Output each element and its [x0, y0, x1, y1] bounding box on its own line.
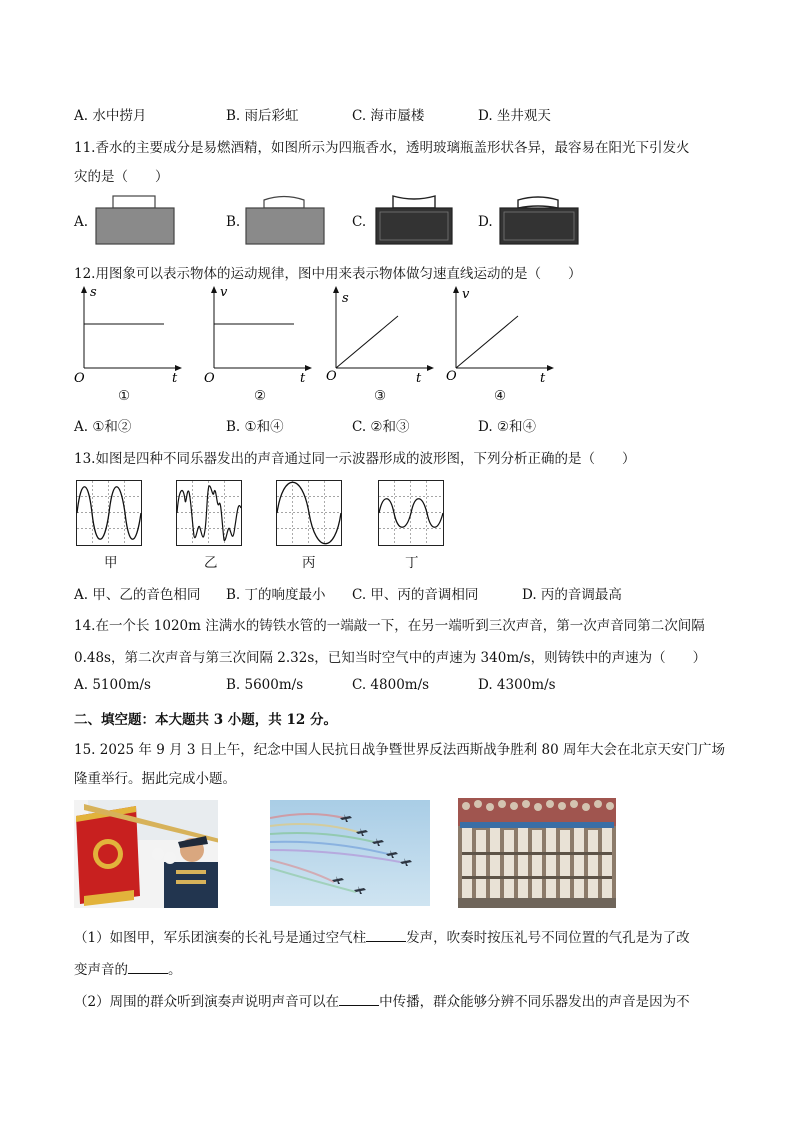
graph-2-origin: O — [204, 371, 215, 386]
q12-stem: 12.用图象可以表示物体的运动规律，图中用来表示物体做匀速直线运动的是（ ） — [74, 266, 582, 282]
q15-sub1-line1 — [74, 926, 690, 946]
q15-sub2-line1 — [74, 990, 690, 1010]
q12-option-a: A. ①和② — [74, 419, 132, 435]
graph-1-x-label: t — [172, 371, 178, 386]
graph-2-y-label: v — [220, 285, 228, 300]
waveform-jia-label: 甲 — [104, 555, 118, 571]
q14-stem-line1: 14.在一个长 1020m 注满水的铸铁水管的一端敲一下，在另一端听到三次声音，第一次声音同第二次间隔 — [74, 618, 705, 634]
q15-sub2-blank-1[interactable] — [339, 993, 379, 1006]
q15-sub1-line2 — [74, 958, 182, 978]
photo-aircraft-formation — [270, 800, 430, 906]
section-2-title: 二、填空题：本大题共 3 小题，共 12 分。 — [74, 712, 337, 728]
q15-stem-line1: 15. 2025 年 9 月 3 日上午，纪念中国人民抗日战争暨世界反法西斯战争胜利 80 周年大会在北京天安门广场 — [74, 742, 726, 758]
waveform-yi-label: 乙 — [204, 555, 218, 571]
graph-1-s-t-horizontal — [70, 282, 188, 386]
q11-label-b: B. — [226, 214, 241, 230]
q11-label-a: A. — [74, 214, 89, 230]
q13-option-a: A. 甲、乙的音色相同 — [74, 587, 201, 603]
q10-option-c: C. 海市蜃楼 — [352, 108, 425, 124]
waveform-ding — [378, 480, 444, 546]
waveform-bing-label: 丙 — [302, 555, 316, 571]
q12-option-c: C. ②和③ — [352, 419, 410, 435]
graph-2-number: ② — [254, 388, 267, 404]
graph-2-v-t-horizontal — [200, 282, 318, 386]
waveform-ding-label: 丁 — [405, 555, 419, 571]
photo-marching-troops — [458, 798, 616, 908]
graph-4-origin: O — [446, 369, 457, 384]
q13-option-d: D. 丙的音调最高 — [522, 587, 622, 603]
graph-1-y-label: s — [90, 285, 97, 300]
perfume-bottle-b-figure — [244, 194, 326, 246]
perfume-bottle-a-figure — [94, 194, 176, 246]
graph-3-origin: O — [326, 369, 337, 384]
q12-option-d: D. ②和④ — [478, 419, 537, 435]
photo-military-band — [74, 800, 218, 908]
graph-3-y-label: s — [342, 291, 349, 306]
q11-stem-line2: 灾的是（ ） — [74, 169, 169, 185]
graph-3-s-t-slope — [322, 282, 440, 386]
q12-option-b: B. ①和④ — [226, 419, 284, 435]
graph-2-x-label: t — [300, 371, 306, 386]
q15-sub1-blank-1[interactable] — [366, 929, 406, 942]
graph-4-number: ④ — [494, 388, 507, 404]
q13-stem: 13.如图是四种不同乐器发出的声音通过同一示波器形成的波形图，下列分析正确的是（ ） — [74, 451, 636, 467]
q15-sub2-text-b: 中传播，群众能够分辨不同乐器发出的声音是因为不 — [379, 994, 690, 1010]
graph-1-origin: O — [74, 371, 85, 386]
q11-label-d: D. — [478, 214, 493, 230]
perfume-bottle-c-figure — [374, 194, 454, 246]
graph-4-y-label: v — [462, 287, 470, 302]
q14-option-b: B. 5600m/s — [226, 677, 304, 693]
waveform-yi — [176, 480, 242, 546]
q11-stem-line1: 11.香水的主要成分是易燃酒精，如图所示为四瓶香水，透明玻璃瓶盖形状各异，最容易在阳光下引发火 — [74, 140, 690, 156]
q13-option-c: C. 甲、丙的音调相同 — [352, 587, 479, 603]
q15-sub1-text-b: 发声，吹奏时按压礼号不同位置的气孔是为了改 — [406, 930, 690, 946]
graph-3-number: ③ — [374, 388, 387, 404]
graph-4-x-label: t — [540, 371, 546, 386]
q15-sub1-text-a: （1）如图甲，军乐团演奏的长礼号是通过空气柱 — [74, 930, 367, 946]
q14-option-d: D. 4300m/s — [478, 677, 556, 693]
graph-3-x-label: t — [416, 371, 422, 386]
q10-option-a: A. 水中捞月 — [74, 108, 147, 124]
q15-sub1-blank-2[interactable] — [128, 961, 168, 974]
graph-4-v-t-slope — [442, 282, 560, 386]
q15-sub1-text-d: 。 — [168, 962, 182, 978]
q14-option-a: A. 5100m/s — [74, 677, 151, 693]
q11-label-c: C. — [352, 214, 367, 230]
waveform-jia — [76, 480, 142, 546]
q10-option-b: B. 雨后彩虹 — [226, 108, 299, 124]
graph-1-number: ① — [118, 388, 131, 404]
q10-option-d: D. 坐井观天 — [478, 108, 551, 124]
q15-sub1-text-c: 变声音的 — [74, 962, 128, 978]
q13-option-b: B. 丁的响度最小 — [226, 587, 326, 603]
q14-stem-line2: 0.48s，第二次声音与第三次间隔 2.32s，已知当时空气中的声速为 340m/s，则铸铁中的声速为（ ） — [74, 650, 707, 666]
q15-sub2-text-a: （2）周围的群众听到演奏声说明声音可以在 — [74, 994, 340, 1010]
perfume-bottle-d-figure — [498, 194, 580, 246]
q15-stem-line2: 隆重举行。据此完成小题。 — [74, 771, 236, 787]
q14-option-c: C. 4800m/s — [352, 677, 430, 693]
waveform-bing — [276, 480, 342, 546]
